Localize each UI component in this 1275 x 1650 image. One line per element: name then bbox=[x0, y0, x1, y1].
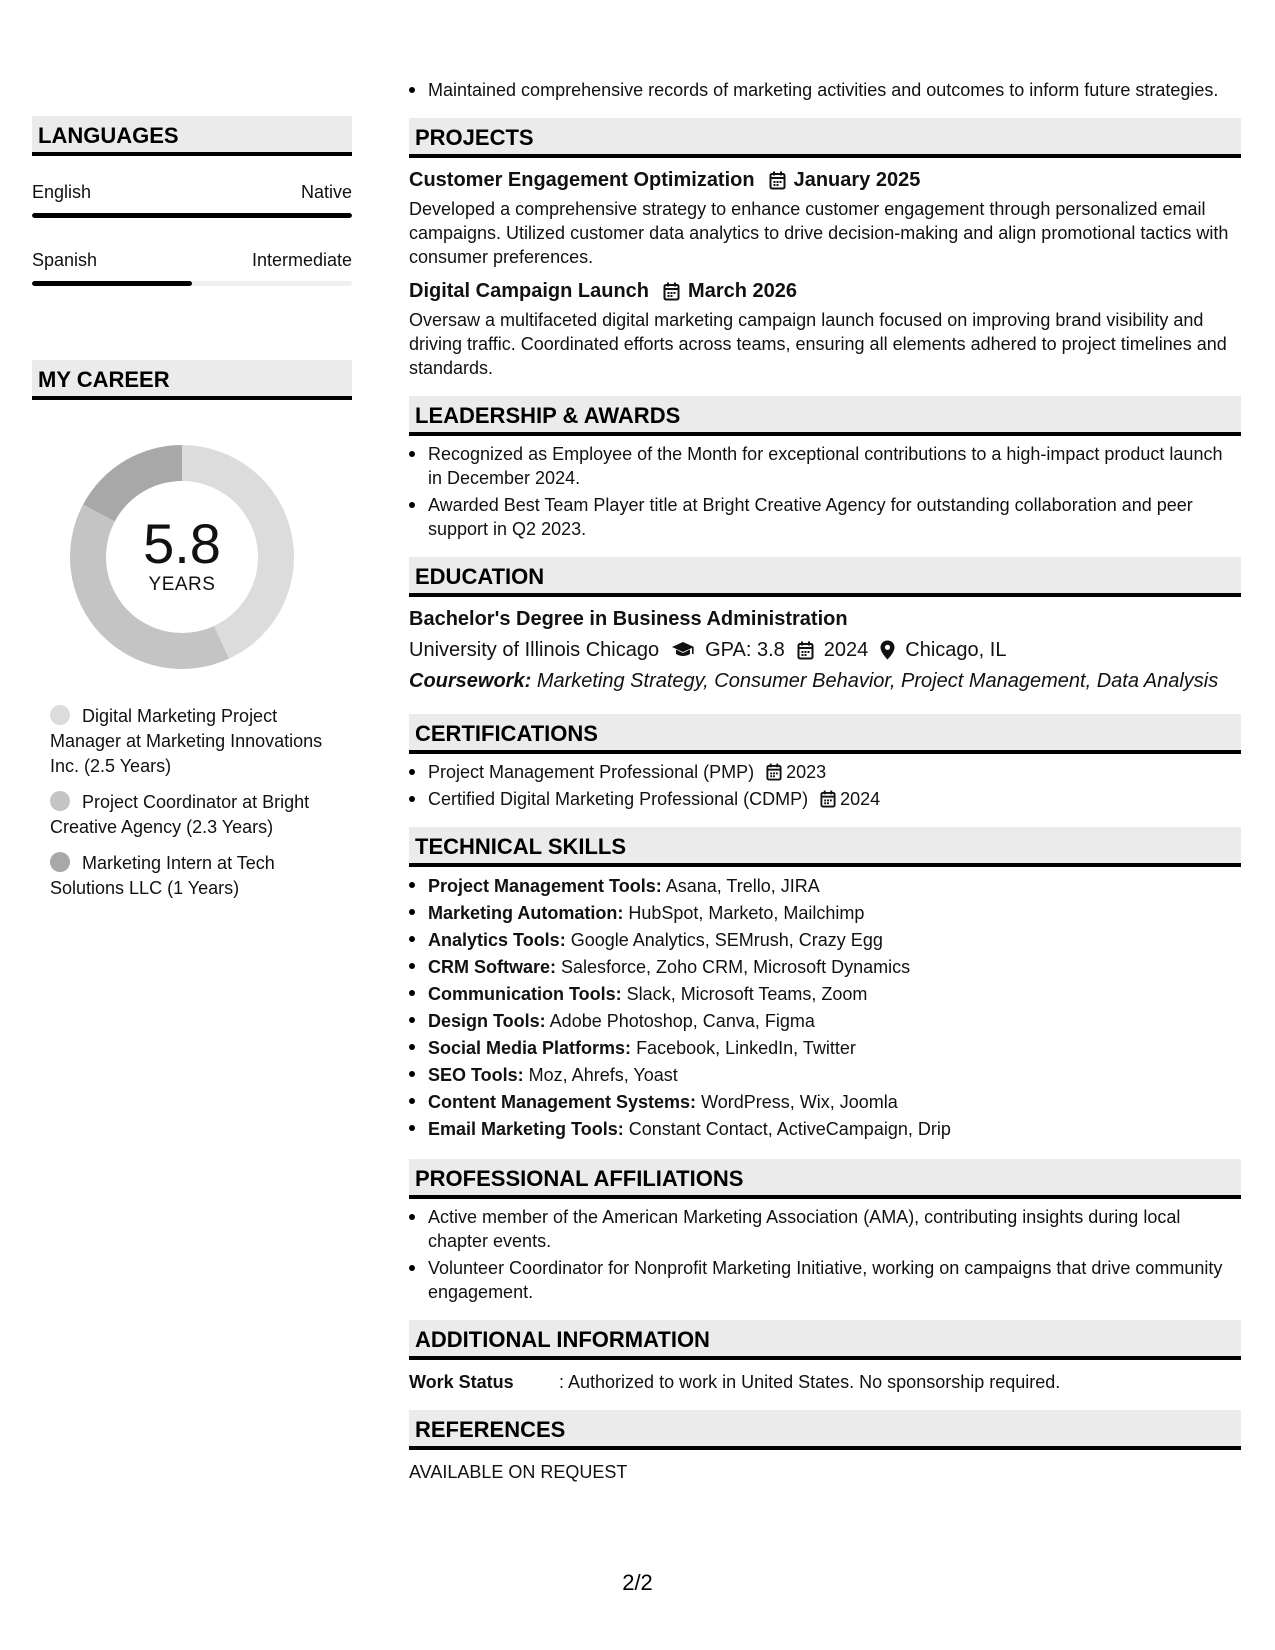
education-heading: EDUCATION bbox=[409, 557, 1241, 597]
project-description: Developed a comprehensive strategy to enhance customer engagement through personalized email campaigns. Utilized customer data analytics to drive decision-making and align promotional tactics with consumer preferences. bbox=[409, 199, 1229, 267]
career-heading: MY CAREER bbox=[32, 360, 352, 400]
career-legend bbox=[32, 704, 352, 901]
career-legend-item bbox=[50, 704, 352, 779]
skill-category: Communication Tools: bbox=[428, 984, 622, 1004]
right-column bbox=[409, 78, 1241, 1484]
references-text: AVAILABLE ON REQUEST bbox=[409, 1462, 628, 1482]
skill-values: Moz, Ahrefs, Yoast bbox=[523, 1065, 678, 1085]
career-donut-chart bbox=[67, 442, 297, 672]
coursework-label: Coursework: bbox=[409, 670, 532, 692]
certification-year: 2024 bbox=[840, 789, 881, 809]
career-legend-item bbox=[50, 790, 352, 840]
experience-bullets bbox=[409, 78, 1241, 102]
language-level: Intermediate bbox=[251, 250, 352, 270]
language-name: Spanish bbox=[32, 250, 98, 270]
certifications-heading: CERTIFICATIONS bbox=[409, 714, 1241, 754]
legend-dot-icon bbox=[50, 791, 70, 811]
project-item bbox=[409, 166, 1241, 269]
skill-item bbox=[409, 1089, 1241, 1116]
skill-values: Slack, Microsoft Teams, Zoom bbox=[621, 984, 868, 1004]
references-heading: REFERENCES bbox=[409, 1410, 1241, 1450]
skill-item bbox=[409, 873, 1241, 900]
skill-category: Analytics Tools: bbox=[428, 930, 566, 950]
location-pin-icon bbox=[880, 640, 895, 660]
project-date: January 2025 bbox=[793, 169, 921, 191]
skill-item bbox=[409, 981, 1241, 1008]
skill-item bbox=[409, 1008, 1241, 1035]
skill-values: Salesforce, Zoho CRM, Microsoft Dynamics bbox=[556, 957, 911, 977]
project-title: Customer Engagement Optimization bbox=[409, 169, 755, 191]
calendar-icon bbox=[769, 171, 786, 190]
experience-bullet: Maintained comprehensive records of marketing activities and outcomes to inform future strategies. bbox=[409, 78, 1241, 102]
certification-year: 2023 bbox=[786, 762, 827, 782]
skill-item bbox=[409, 954, 1241, 981]
coursework-value: Marketing Strategy, Consumer Behavior, Project Management, Data Analysis bbox=[536, 670, 1219, 692]
skill-category: Project Management Tools: bbox=[428, 876, 662, 896]
language-proficiency-fill bbox=[32, 213, 352, 218]
skill-values: Google Analytics, SEMrush, Crazy Egg bbox=[565, 930, 883, 950]
calendar-icon bbox=[663, 282, 680, 301]
skill-values: Asana, Trello, JIRA bbox=[661, 876, 820, 896]
career-total-unit: YEARS bbox=[148, 574, 216, 595]
skill-values: Constant Contact, ActiveCampaign, Drip bbox=[623, 1119, 951, 1139]
career-total-value: 5.8 bbox=[143, 512, 221, 575]
skill-values: HubSpot, Marketo, Mailchimp bbox=[623, 903, 865, 923]
calendar-icon bbox=[820, 790, 836, 808]
language-english bbox=[32, 182, 352, 218]
skill-item bbox=[409, 927, 1241, 954]
skill-category: Content Management Systems: bbox=[428, 1092, 697, 1112]
leadership-list bbox=[409, 442, 1241, 541]
skill-values: Facebook, LinkedIn, Twitter bbox=[631, 1038, 856, 1058]
affiliations-heading: PROFESSIONAL AFFILIATIONS bbox=[409, 1159, 1241, 1199]
legend-dot-icon bbox=[50, 852, 70, 872]
left-column bbox=[32, 116, 352, 912]
language-proficiency-fill bbox=[32, 281, 192, 286]
work-status-value: : Authorized to work in United States. No sponsorship required. bbox=[559, 1372, 1061, 1392]
skill-item bbox=[409, 1116, 1241, 1143]
project-title: Digital Campaign Launch bbox=[409, 280, 650, 302]
legend-dot-icon bbox=[50, 705, 70, 725]
language-proficiency-bar bbox=[32, 281, 352, 286]
leadership-item: Recognized as Employee of the Month for exceptional contributions to a high-impact product launch in December 2024. bbox=[409, 442, 1241, 490]
calendar-icon bbox=[797, 641, 814, 660]
skill-values: Adobe Photoshop, Canva, Figma bbox=[545, 1011, 815, 1031]
languages-heading: LANGUAGES bbox=[32, 116, 352, 156]
affiliation-item: Volunteer Coordinator for Nonprofit Marketing Initiative, working on campaigns that drive community engagement. bbox=[409, 1256, 1241, 1304]
skill-category: Marketing Automation: bbox=[428, 903, 624, 923]
language-name: English bbox=[32, 182, 92, 202]
education-coursework bbox=[409, 666, 1241, 696]
education-school: University of Illinois Chicago bbox=[409, 639, 660, 661]
skill-category: Social Media Platforms: bbox=[428, 1038, 632, 1058]
leadership-heading: LEADERSHIP & AWARDS bbox=[409, 396, 1241, 436]
career-legend-label: Marketing Intern at Tech Solutions LLC (1 Years) bbox=[50, 853, 275, 898]
education-meta bbox=[409, 635, 1241, 665]
certification-name: Certified Digital Marketing Professional (CDMP) bbox=[428, 789, 809, 809]
projects-heading: PROJECTS bbox=[409, 118, 1241, 158]
affiliations-list bbox=[409, 1205, 1241, 1304]
education-gpa: GPA: 3.8 bbox=[705, 639, 785, 661]
project-description: Oversaw a multifaceted digital marketing campaign launch focused on improving brand visibility and driving traffic. Coordinated efforts across teams, ensuring all elements adhered to project timelines and standards. bbox=[409, 310, 1227, 378]
certification-name: Project Management Professional (PMP) bbox=[428, 762, 755, 782]
education-location: Chicago, IL bbox=[905, 639, 1007, 661]
technical-skills-heading: TECHNICAL SKILLS bbox=[409, 827, 1241, 867]
career-legend-label: Project Coordinator at Bright Creative Agency (2.3 Years) bbox=[50, 792, 310, 837]
language-level: Native bbox=[300, 182, 352, 202]
affiliation-item: Active member of the American Marketing Association (AMA), contributing insights during local chapter events. bbox=[409, 1205, 1241, 1253]
leadership-item: Awarded Best Team Player title at Bright Creative Agency for outstanding collaboration and peer support in Q2 2023. bbox=[409, 493, 1241, 541]
skill-item bbox=[409, 900, 1241, 927]
skill-item bbox=[409, 1035, 1241, 1062]
education-degree: Bachelor's Degree in Business Administration bbox=[409, 608, 848, 630]
career-legend-label: Digital Marketing Project Manager at Marketing Innovations Inc. (2.5 Years) bbox=[50, 706, 323, 776]
page-number: 2/2 bbox=[622, 1570, 653, 1595]
skill-category: Design Tools: bbox=[428, 1011, 546, 1031]
skill-category: CRM Software: bbox=[428, 957, 557, 977]
skill-values: WordPress, Wix, Joomla bbox=[696, 1092, 898, 1112]
calendar-icon bbox=[766, 763, 782, 781]
project-date: March 2026 bbox=[688, 280, 797, 302]
project-item bbox=[409, 277, 1241, 380]
language-spanish bbox=[32, 250, 352, 286]
skill-item bbox=[409, 1062, 1241, 1089]
certifications-list bbox=[409, 760, 1241, 811]
work-status-label: Work Status bbox=[409, 1372, 514, 1392]
skill-category: SEO Tools: bbox=[428, 1065, 524, 1085]
certification-item bbox=[409, 760, 1241, 784]
certification-item bbox=[409, 787, 1241, 811]
additional-info-heading: ADDITIONAL INFORMATION bbox=[409, 1320, 1241, 1360]
work-status-row bbox=[409, 1370, 1241, 1394]
graduation-cap-icon bbox=[671, 641, 695, 659]
education-year: 2024 bbox=[823, 639, 869, 661]
language-proficiency-bar bbox=[32, 213, 352, 218]
skill-category: Email Marketing Tools: bbox=[428, 1119, 624, 1139]
career-legend-item bbox=[50, 851, 352, 901]
technical-skills-list bbox=[409, 873, 1241, 1143]
